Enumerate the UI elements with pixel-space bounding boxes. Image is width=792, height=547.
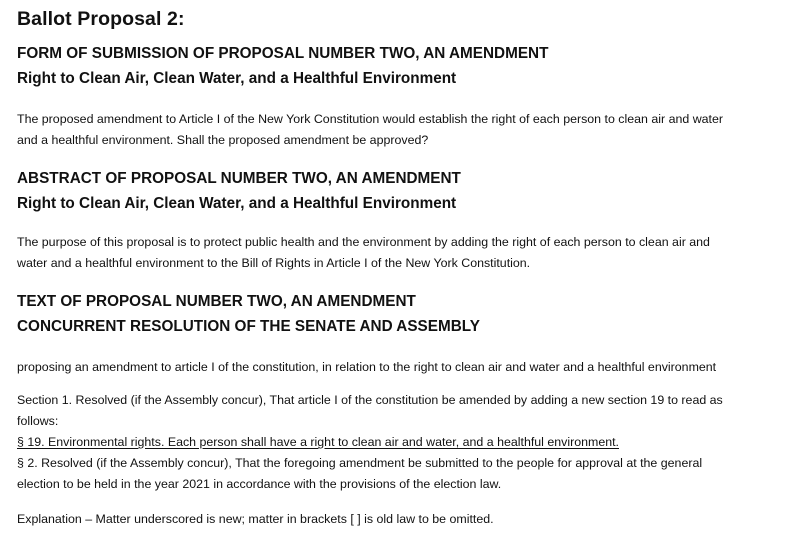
section-19-text: § 19. Environmental rights. Each person shall have a right to clean air and water, and a healthful environment. [17,435,619,449]
section-1-line: Section 1. Resolved (if the Assembly concur), That article I of the constitution be amended by adding a new section 19 to read as [17,393,723,407]
form-text-line: and a healthful environment. Shall the proposed amendment be approved? [17,133,429,147]
form-heading: FORM OF SUBMISSION OF PROPOSAL NUMBER TWO, AN AMENDMENT [17,45,549,62]
form-paragraph [17,109,785,151]
section-1-line: follows: [17,414,59,428]
abstract-text-line: The purpose of this proposal is to protect public health and the environment by adding the right of each person to clean air and [17,235,710,249]
abstract-paragraph [17,232,785,274]
abstract-text-line: water and a healthful environment to the Bill of Rights in Article I of the New York Constitution. [17,256,531,270]
section-2-line: § 2. Resolved (if the Assembly concur), That the foregoing amendment be submitted to the people for approval at the general [17,456,703,470]
text-subheading: CONCURRENT RESOLUTION OF THE SENATE AND ASSEMBLY [17,318,480,335]
section-2-line: election to be held in the year 2021 in accordance with the provisions of the election law. [17,477,502,491]
proposing-line [17,357,785,378]
page-title: Ballot Proposal 2: [17,8,185,30]
explanation-text: Explanation – Matter underscored is new; matter in brackets [ ] is old law to be omitted. [17,512,494,526]
form-subheading: Right to Clean Air, Clean Water, and a Healthful Environment [17,70,457,87]
text-heading: TEXT OF PROPOSAL NUMBER TWO, AN AMENDMENT [17,293,416,310]
abstract-subheading: Right to Clean Air, Clean Water, and a Healthful Environment [17,195,457,212]
proposing-text: proposing an amendment to article I of the constitution, in relation to the right to clean air and water and a healthful environment [17,360,717,374]
section-1-paragraph [17,390,785,495]
abstract-heading: ABSTRACT OF PROPOSAL NUMBER TWO, AN AMENDMENT [17,170,461,187]
explanation-line [17,509,785,530]
form-text-line: The proposed amendment to Article I of the New York Constitution would establish the right of each person to clean air and water [17,112,723,126]
